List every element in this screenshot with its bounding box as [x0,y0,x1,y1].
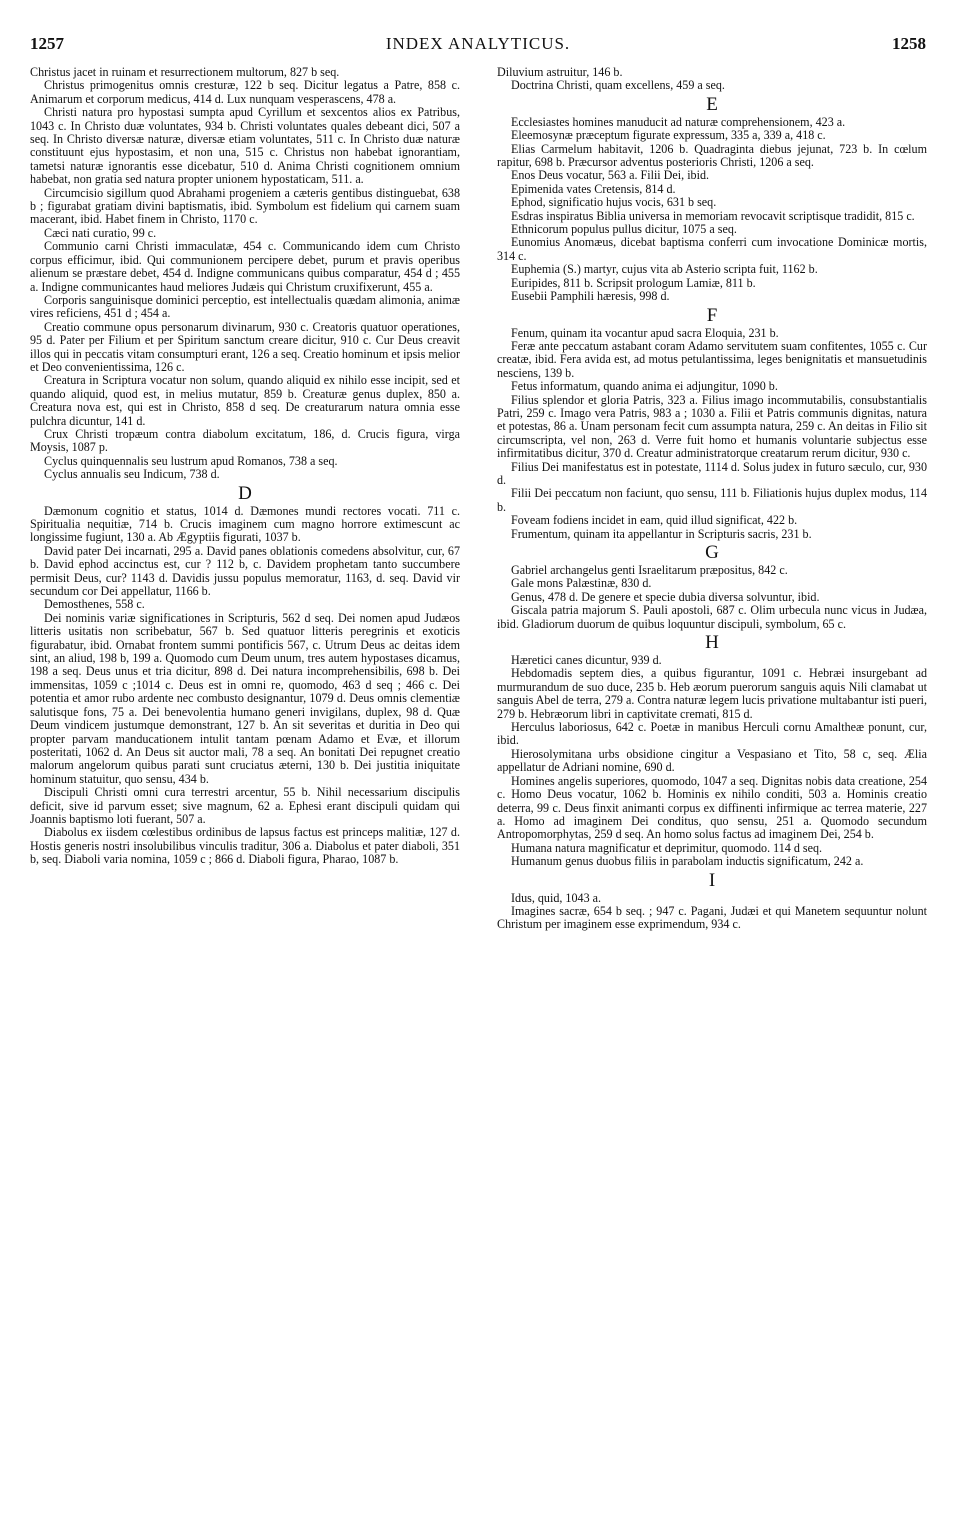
index-entry: Humana natura magnificatur et deprimitur, quomodo. 114 d seq. [511,840,823,855]
index-entry: Eunomius Anomæus, dicebat baptisma conferri cum invocatione Dominicæ mortis, 314 c. [497,235,927,263]
index-entry: Dæmonum cognitio et status, 1014 d. Dæmones mundi rectores vocati. 711 c. Spiritualia nequitiæ, 714 b. Crucis imaginem cum magno horrore extimescunt ac longissime fugiunt, 130 a. Ab Ægyptiis figurati, 1037 b. [30,503,460,545]
section-letter-h: H [705,632,719,654]
page-number-left: 1257 [30,34,64,53]
index-entry: Christus jacet in ruinam et resurrectionem multorum, 827 b seq. [30,65,340,79]
page-header [30,34,926,58]
index-entry: Hierosolymitana urbs obsidione cingitur a Vespasiano et Tito, 58 c, seq. Ælia appellatur de Adriani nomine, 690 d. [497,746,927,775]
index-entry: Imagines sacræ, 654 b seq. ; 947 c. Pagani, Judæi et qui Manetem sequuntur nolunt Christum per imaginem esse exprimendum, 934 c. [497,903,927,932]
index-entry: Crux Christi tropæum contra diabolum excitatum, 186, d. Crucis figura, virga Moysis, 1087 p. [30,426,460,455]
left-column [30,66,460,1530]
running-title: INDEX ANALYTICUS. [385,34,571,53]
index-entry: Creatura in Scriptura vocatur non solum, quando aliquid ex nihilo esse incipit, sed et quando aliquid, quod est, in melius mutatur, 859 b. Creaturæ genus duplex, 850 a. Creatura nova est, qui est in Christo, 858 d seq. De creaturarum natura omnia esse pulchra dicuntur, 141 d. [30,373,460,428]
index-entry: Ethnicorum populus pullus dicitur, 1075 a seq. [511,222,737,237]
index-entry: Herculus laboriosus, 642 c. Poetæ in manibus Herculi cornu Amaltheæ ponunt, cur, ibid. [497,720,927,748]
index-entry: Eusebii Pamphili hæresis, 998 d. [511,289,670,304]
index-entry: Euphemia (S.) martyr, cujus vita ab Asterio scripta fuit, 1162 b. [511,262,818,277]
index-entry: Cæci nati curatio, 99 c. [44,225,157,240]
index-entry: Filius splendor et gloria Patris, 323 a. Filius imago incommutabilis, consubstantialis Patri, 259 c. Imago vera Patris, 983 a ; 1030 a. Filii et Patris communis dignitas, natura et potestas, 86 a. Unam personam fecit cum assumpta natura, 259 c. An deitas in Filio sit circumscripta, vel non, 263 d. Verre fuit homo et humanis voluntarie subjectus esse infirmitatibus dicitur, 370 d. Creatur administratorque creatarum rerum dicitur, 930 c. [497,392,927,461]
index-entry: Discipuli Christi omni cura terrestri arcentur, 55 b. Nihil necessarium discipulis deficit, sive id parvum esset; sive magnum, 62 a. Ephesi erant discipuli quidam qui Joannis baptismo loti fuerant, 507 a. [30,785,460,826]
index-entry: Euripides, 811 b. Scripsit prologum Lamiæ, 811 b. [511,275,756,290]
index-entry: Gabriel archangelus genti Israelitarum præpositus, 842 c. [511,563,788,577]
index-entry: Ephod, significatio hujus vocis, 631 b seq. [511,195,717,210]
index-entry: Gale mons Palæstinæ, 830 d. [511,576,652,591]
index-entry: Enos Deus vocatur, 563 a. Filii Dei, ibid. [511,168,710,183]
index-entry: Filius Dei manifestatus est in potestate, 1114 d. Solus judex in futuro sæculo, cur, 930 d. [497,459,927,487]
index-entry: Fetus informatum, quando anima ei adjungitur, 1090 b. [511,379,778,394]
index-entry: Circumcisio sigillum quod Abrahami progeniem a cæteris gentibus distinguebat, 638 b ; figurabat gratiam divini baptismatis, ibid. Symbolum est fidelium qui carnem suam macerant, ibid. Habet finem in Christo, 1170 c. [30,185,460,227]
index-entry: Christus primogenitus omnis cresturæ, 122 b seq. Dicitur legatus a Patre, 858 c. Animarum et corporum medicus, 414 d. Lux nunquam vesperascens, 478 a. [30,78,460,106]
index-entry: Ecclesiastes homines manuducit ad naturæ comprehensionem, 423 a. [511,114,846,129]
index-entry: Fenum, quinam ita vocantur apud sacra Eloquia, 231 b. [511,325,779,340]
index-entry: Feræ ante peccatum astabant coram Adamo servitutem suam confitentes, 1055 c. Cur creatæ, ibid. Fera avida est, ad motus petulantissima, leges benignitatis et mansuetudinis nesciens, 139 b. [497,338,927,380]
index-entry: Giscala patria majorum S. Pauli apostoli, 687 c. Olim urbecula nunc vicus in Judæa, ibid. Gladiorum duorum de quibus loquuntur discipuli, symbolum, 65 c. [497,603,927,631]
index-entry: Creatio commune opus personarum divinarum, 930 c. Creatoris quatuor operationes, 95 d. Pater per Filium et per Spiritum sanctum creare dicitur, 910 c. Cur Deus creavit illos qui in peccatis vitam consumpturi erant, 126 a seq. Creatio hominum et ipsis melior et Deo convenientissima, 126 c. [30,319,460,374]
index-entry: David pater Dei incarnati, 295 a. David panes oblationis comedens absolvitur, cur, 67 b. David ephod accinctus est, cur ? 112 b, c. Davidem prophetam tanto succumbere permisit Deus, cur? 1143 d. Davidis jussu populus memoratur, 1163, d. seq. David vir secundum cor Dei appellatur, 1166 b. [30,543,460,599]
index-entry: Foveam fodiens incidet in eam, quid illud significat, 422 b. [511,513,798,528]
index-entry: Humanum genus duobus filiis in parabolam inductis significatum, 242 a. [511,854,864,869]
section-letter-i: I [708,869,716,891]
index-entry: Corporis sanguinisque dominici perceptio, est intellectualis quædam alimonia, animæ vires reficiens, 451 d ; 454 a. [30,292,460,321]
index-entry: Cyclus annualis seu Indicum, 738 d. [44,467,220,482]
index-entry: Dei nominis variæ significationes in Scripturis, 562 d seq. Dei nomen apud Judæos litteris usitatis non scribebatur, 567 b. Sed quatuor litteris peregrinis et exoticis figurabatur, ibid. Ornabat frontem summi pontificis 567, c. Utrum Deus ac deitas idem sint, an aliud, 198 b, 199 a. Quomodo cum Deum unum, tres autem hypostases dicamus, 198 a seq. Deus unus et tria dicitur, 898 d. Dei natura incomprehensibilis, 698 b. Dei immensitas, 1059 c ;1014 c. Deus est in omni re, quomodo, 463 d seq ; 466 c. Dei potentia et amor rubo ardente nec combusto designantur, 1079 d. Deus omnis clementiæ salutisque fons, 75 a. Dei benevolentia humano generi invigilans, duplex, 98 d. Quæ Deum vindicem justumque demonstrant, 127 b. An sit severitas et duritia in Deo qui propter parvam manducationem intulit tantam pœnam Adamo et Evæ, et illorum posteritati, 1062 d. An Deus sit auctor mali, 78 a seq. An bonitati Dei repugnet creatio malorum angelorum quibus parati sunt cruciatus æterni, 130 b. Dei justitia iniquitate hominum statuitur, quo sensu, 434 b. [30,610,460,786]
index-entry: Esdras inspiratus Biblia universa in memoriam revocavit scriptisque tradidit, 815 c. [511,208,915,223]
index-entry: Genus, 478 d. De genere et specie dubia diversa solvuntur, ibid. [511,589,820,604]
index-entry: Christi natura pro hypostasi sumpta apud Cyrillum et sexcentos alios ex Patribus, 1043 c. In Christo duæ voluntates, 934 b. Christi voluntates quales debeant dici, 507 a seq. In Christo diversæ naturæ, diversæ etiam voluntates, 511 c. In Christo duæ naturæ constituunt ejus hypostasim, et non una, 515 c. Christus non habebat ignorantiam, tametsi naturæ ignorantis esse dicebatur, 510 d. Anima Christi cognitionem omnium habebat, non gratia sed natura propter unionem hypostaticam, 511. a. [30,105,460,187]
index-entry: Frumentum, quinam ita appellantur in Scripturis sacris, 231 b. [511,526,812,541]
index-entry: Diluvium astruitur, 146 b. [497,65,623,79]
section-letter-g: G [705,542,719,563]
index-entry: Elias Carmelum habitavit, 1206 b. Quadraginta diebus jejunat, 723 b. In cœlum rapitur, 698 b. Præcursor adventus posterioris Christi, 1206 a seq. [497,141,927,170]
index-entry: Demosthenes, 558 c. [44,597,145,612]
index-entry: Hebdomadis septem dies, a quibus figurantur, 1091 c. Hebræi insurgebant ad murmurandum de suo duce, 235 b. Heb æorum puerorum sanguis aquis Nili clamabat ut sanguis Abel de terra, 279 a. Contra naturæ legem lucis privatione multabantur isti pueri, 279 b. Hebræorum libri in captivitate cremati, 815 d. [497,666,927,721]
index-entry: Filii Dei peccatum non faciunt, quo sensu, 111 b. Filiationis hujus duplex modus, 114 b. [497,486,927,514]
index-entry: Communio carni Christi immaculatæ, 454 c. Communicando idem cum Christo corpus efficimur, ibid. Qui communionem percipere debet, purum et pravis operibus alienum se præstare debet, 454 d. Indigne communicans quibus comparatur, 454 d ; 455 a. Indigne communicantes haud meliores Judæis qui Christum cruxifixerunt, 455 a. [30,239,460,294]
index-entry: Doctrina Christi, quam excellens, 459 a seq. [511,78,725,93]
right-column [497,66,927,1530]
index-entry: Idus, quid, 1043 a. [511,890,602,905]
page-number-right: 1258 [892,34,926,53]
index-entry: Epimenida vates Cretensis, 814 d. [511,181,676,196]
section-letter-f: F [706,304,718,326]
index-entry: Eleemosynæ præceptum figurate expressum, 335 a, 339 a, 418 c. [511,128,826,143]
index-entry: Cyclus quinquennalis seu lustrum apud Romanos, 738 a seq. [44,453,338,468]
index-entry: Diabolus ex iisdem cœlestibus ordinibus de lapsus factus est princeps malitiæ, 127 d. Hostis generis nostri insolubilibus vinculis traditur, 306 a. Diabolus et pater diaboli, 351 b, seq. Diaboli varia nomina, 1059 c ; 866 d. Diaboli figura, Pharao, 1087 b. [30,825,460,867]
section-letter-e: E [706,93,718,115]
section-letter-d: D [238,482,252,504]
index-entry: Homines angelis superiores, quomodo, 1047 a seq. Dignitas nobis data creatione, 254 c. Homo Deus vocatur, 1062 b. Hominis ex nihilo conditi, 503 a. Hominis creatio deterra, 99 c. Deus finxit animanti corpus ex diffinenti infirmique ac terrea materie, 227 a. Homo ad imaginem Dei conditus, quo sensu, 251 a. Quomodo secundum Antropomorphytas, 259 d seq. An homo solus factus ad imaginem Dei, 254 b. [497,773,927,842]
index-entry: Hæretici canes dicuntur, 939 d. [511,653,662,668]
